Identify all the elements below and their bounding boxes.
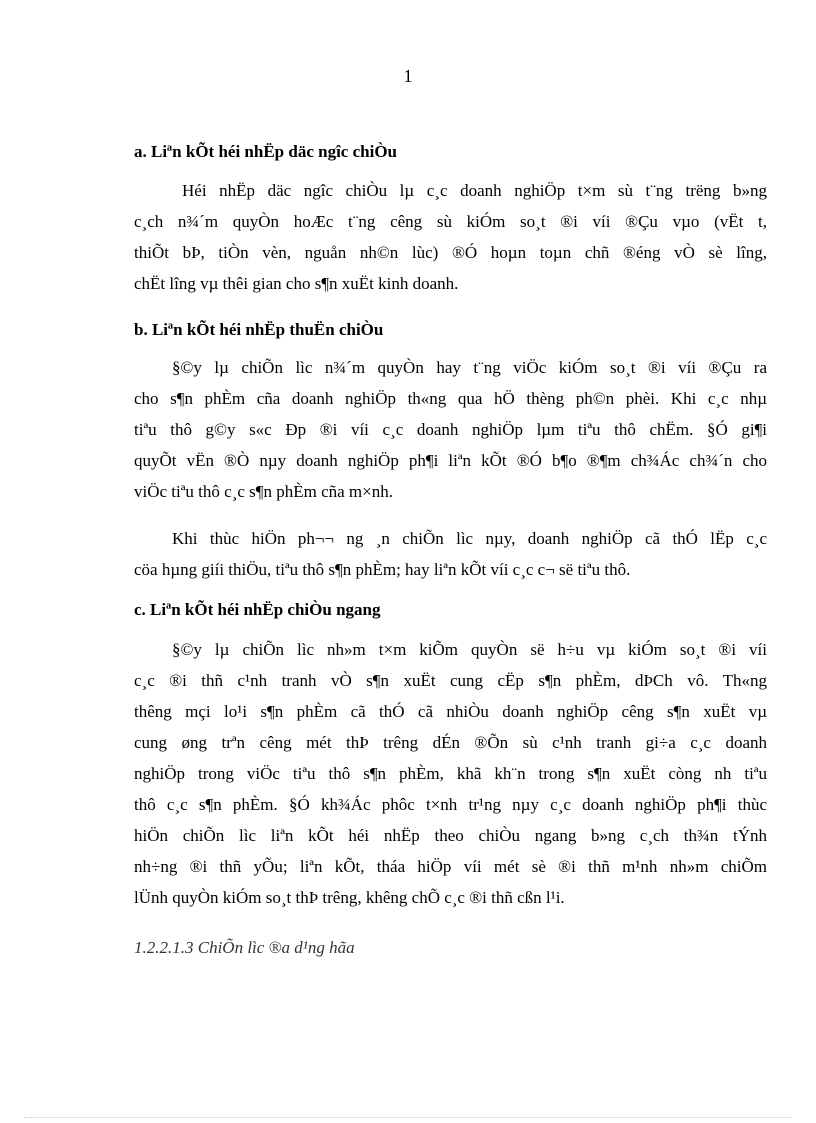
text-line: cho s¶n phÈm cña doanh nghiÖp th«ng qua hÖ thèng ph©n phèi. Khi c¸c nhµ	[134, 389, 767, 408]
text-line: cung øng trªn cêng mét thÞ trêng dÉn ®Õn sù c¹nh tranh gi÷a c¸c doanh	[134, 733, 767, 752]
paragraph-a-1	[134, 175, 767, 299]
section-heading-c: c. Liªn kÕt héi nhËp chiÒu ngang	[134, 600, 381, 619]
paragraph-b-1	[134, 352, 767, 507]
paragraph-c-1	[134, 634, 767, 913]
text-line: nghiÖp trong viÖc tiªu thô s¶n phÈm, khã kh¨n trong s¶n xuËt còng nh tiªu	[134, 764, 767, 783]
text-line: §©y lµ chiÕn lìc nh»m t×m kiÕm quyÒn së h÷u vµ kiÓm so¸t ®i víi	[172, 640, 767, 659]
text-line: lÜnh quyÒn kiÓm so¸t thÞ trêng, khêng chÕ c¸c ®i thñ cßn l¹i.	[134, 888, 565, 907]
text-line: cöa hµng giíi thiÖu, tiªu thô s¶n phÈm; hay liªn kÕt víi c¸c c¬ së tiªu thô.	[134, 560, 631, 579]
text-line: nh÷ng ®i thñ yÕu; liªn kÕt, tháa hiÖp víi mét sè ®i thñ m¹nh nh»m chiÕm	[134, 857, 767, 876]
text-line: chËt lîng vµ thêi gian cho s¶n xuËt kinh doanh.	[134, 274, 459, 293]
text-line: c¸ch n¾´m quyÒn hoÆc t¨ng cêng sù kiÓm so¸t ®i víi ®Çu vµo (vËt t,	[134, 212, 767, 231]
paragraph-b-2	[134, 523, 767, 585]
page-number: 1	[403, 66, 413, 86]
text-line: Héi nhËp däc ngîc chiÒu lµ c¸c doanh nghiÖp t×m sù t¨ng trëng b»ng	[182, 181, 767, 200]
text-line: viÖc tiªu thô c¸c s¶n phÈm cña m×nh.	[134, 482, 393, 501]
section-heading-b: b. Liªn kÕt héi nhËp thuËn chiÒu	[134, 320, 384, 339]
text-line: Khi thùc hiÖn ph¬¬ ng ¸n chiÕn lìc nµy, doanh nghiÖp cã thÓ lËp c¸c	[172, 529, 767, 548]
text-line: thô c¸c s¶n phÈm. §Ó kh¾Ác phôc t×nh tr¹ng nµy c¸c doanh nghiÖp ph¶i thùc	[134, 795, 767, 814]
text-line: thêng mçi lo¹i s¶n phÈm cã thÓ cã nhiÒu doanh nghiÖp cêng s¶n xuËt vµ	[134, 702, 767, 721]
page-bottom-rule	[24, 1117, 792, 1118]
text-line: quyÕt vËn ®Ò nµy doanh nghiÖp ph¶i liªn kÕt ®Ó b¶o ®¶m ch¾Ác ch¾´n cho	[134, 451, 767, 470]
subsection-heading: 1.2.2.1.3 ChiÕn lìc ®a d¹ng hãa	[134, 938, 355, 957]
section-heading-a: a. Liªn kÕt héi nhËp däc ngîc chiÒu	[134, 142, 398, 161]
text-line: c¸c ®i thñ c¹nh tranh vÒ s¶n xuËt cung cËp s¶n phÈm, dÞCh vô. Th«ng	[134, 671, 767, 690]
text-line: §©y lµ chiÕn lìc n¾´m quyÒn hay t¨ng viÖc kiÓm so¸t ®i víi ®Çu ra	[172, 358, 767, 377]
text-line: thiÕt bÞ, tiÒn vèn, nguån nh©n lùc) ®Ó hoµn toµn chñ ®éng vÒ sè lîng,	[134, 243, 767, 262]
text-line: tiªu thô g©y s«c Ðp ®i víi c¸c doanh nghiÖp lµm tiªu thô chËm. §Ó gi¶i	[134, 420, 767, 439]
text-line: hiÖn chiÕn lìc liªn kÕt héi nhËp theo chiÒu ngang b»ng c¸ch th¾n tÝnh	[134, 826, 767, 845]
